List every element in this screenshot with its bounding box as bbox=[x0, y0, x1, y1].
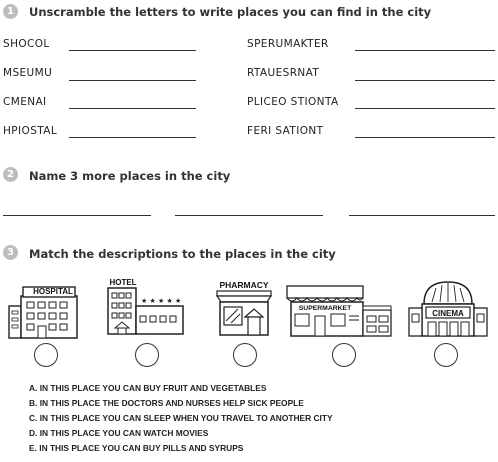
scrambled-word: CMENAI bbox=[3, 96, 47, 108]
answer-circle[interactable] bbox=[434, 343, 458, 367]
svg-text:★ ★ ★ ★ ★: ★ ★ ★ ★ ★ bbox=[141, 297, 182, 305]
answer-line[interactable] bbox=[355, 108, 495, 109]
answer-line[interactable] bbox=[355, 137, 495, 138]
description-c: C. IN THIS PLACE YOU CAN SLEEP WHEN YOU TRAVEL TO ANOTHER CITY bbox=[29, 413, 333, 423]
section-number-2: 2 bbox=[3, 167, 18, 182]
building-label: CINEMA bbox=[432, 309, 464, 318]
answer-line[interactable] bbox=[355, 80, 495, 81]
section-number-3: 3 bbox=[3, 245, 18, 260]
answer-line[interactable] bbox=[355, 50, 495, 51]
description-e: E. IN THIS PLACE YOU CAN BUY PILLS AND SYRUPS bbox=[29, 443, 244, 453]
answer-line[interactable] bbox=[69, 108, 196, 109]
description-d: D. IN THIS PLACE YOU CAN WATCH MOVIES bbox=[29, 428, 209, 438]
section1-heading: Unscramble the letters to write places you can find in the city bbox=[29, 5, 432, 19]
answer-line[interactable] bbox=[3, 215, 151, 216]
section-number-1: 1 bbox=[3, 4, 18, 19]
scrambled-word: HPIOSTAL bbox=[3, 125, 58, 137]
scrambled-word: RTAUESRNAT bbox=[247, 67, 320, 79]
building-label: SUPERMARKET bbox=[298, 305, 352, 312]
description-b: B. IN THIS PLACE THE DOCTORS AND NURSES HELP SICK PEOPLE bbox=[29, 398, 304, 408]
answer-line[interactable] bbox=[69, 137, 196, 138]
building-label: HOTEL bbox=[109, 278, 137, 287]
answer-circle[interactable] bbox=[332, 343, 356, 367]
scrambled-word: PLICEO STIONTA bbox=[247, 96, 339, 108]
description-a: A. IN THIS PLACE YOU CAN BUY FRUIT AND VEGETABLES bbox=[29, 383, 267, 393]
scrambled-word: FERI SATIONT bbox=[247, 125, 324, 137]
answer-circle[interactable] bbox=[135, 343, 159, 367]
scrambled-word: SHOCOL bbox=[3, 38, 50, 50]
cinema-icon bbox=[408, 278, 488, 338]
answer-circle[interactable] bbox=[233, 343, 257, 367]
answer-line[interactable] bbox=[349, 215, 495, 216]
building-label: PHARMACY bbox=[219, 280, 269, 290]
answer-circle[interactable] bbox=[34, 343, 58, 367]
scrambled-word: SPERUMAKTER bbox=[247, 38, 329, 50]
answer-line[interactable] bbox=[69, 50, 196, 51]
building-label: HOSPITAL bbox=[33, 287, 73, 296]
section2-heading: Name 3 more places in the city bbox=[29, 169, 231, 183]
answer-line[interactable] bbox=[69, 80, 196, 81]
answer-line[interactable] bbox=[175, 215, 323, 216]
section3-heading: Match the descriptions to the places in the city bbox=[29, 247, 336, 261]
scrambled-word: MSEUMU bbox=[3, 67, 53, 79]
